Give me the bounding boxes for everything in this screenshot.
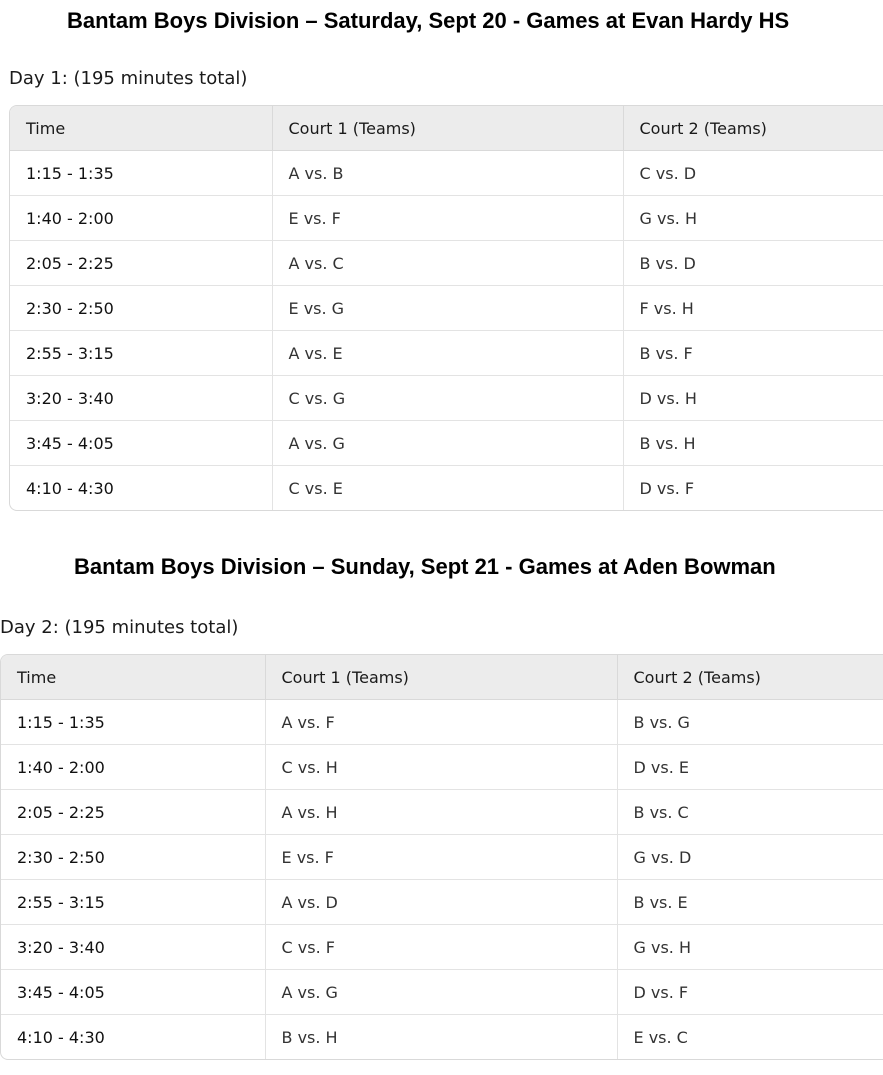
time-cell: 2:55 - 3:15 xyxy=(1,880,265,925)
time-cell: 2:30 - 2:50 xyxy=(10,286,272,331)
court-2-cell: D vs. F xyxy=(617,970,883,1015)
time-cell: 2:30 - 2:50 xyxy=(1,835,265,880)
table-row xyxy=(10,331,883,376)
table-row xyxy=(10,151,883,196)
table-row xyxy=(1,700,883,745)
court-2-cell: E vs. C xyxy=(633,1027,688,1047)
court-1-cell: C vs. E xyxy=(272,466,623,511)
court-1-cell: E vs. G xyxy=(272,286,623,331)
court-2-cell: C vs. D xyxy=(623,151,883,196)
court-1-cell: C vs. F xyxy=(265,925,617,970)
court-2-cell: D vs. F xyxy=(639,478,695,498)
table-row xyxy=(10,466,883,511)
time-cell: 1:15 - 1:35 xyxy=(10,151,272,196)
court-2-cell: G vs. D xyxy=(617,835,883,880)
court-2-cell: D vs. E xyxy=(617,745,883,790)
court-2-cell: G vs. H xyxy=(623,196,883,241)
court-1-cell: A vs. C xyxy=(272,241,623,286)
court-1-cell: A vs. G xyxy=(272,421,623,466)
table-row xyxy=(10,241,883,286)
day1-label: Day 1: (195 minutes total) xyxy=(9,68,248,89)
court-2-cell: B vs. E xyxy=(617,880,883,925)
court-2-cell: F vs. H xyxy=(623,286,883,331)
table-header-row xyxy=(1,655,883,700)
court-1-cell: A vs. D xyxy=(265,880,617,925)
table-row xyxy=(1,970,883,1015)
court-2-cell: B vs. G xyxy=(617,700,883,745)
court-1-cell: B vs. H xyxy=(265,1015,617,1060)
court-1-cell: C vs. H xyxy=(265,745,617,790)
court-1-cell: C vs. G xyxy=(272,376,623,421)
header-time: Time xyxy=(10,106,272,151)
time-cell: 4:10 - 4:30 xyxy=(1,1015,265,1060)
table-header-row xyxy=(10,106,883,151)
header-court-1: Court 1 (Teams) xyxy=(272,106,623,151)
time-cell: 3:45 - 4:05 xyxy=(1,970,265,1015)
time-cell: 3:20 - 3:40 xyxy=(1,925,265,970)
time-cell: 1:15 - 1:35 xyxy=(1,700,265,745)
header-time: Time xyxy=(1,655,265,700)
header-court-1: Court 1 (Teams) xyxy=(265,655,617,700)
table-row xyxy=(10,286,883,331)
court-1-cell: E vs. F xyxy=(265,835,617,880)
table-row xyxy=(10,196,883,241)
table-row xyxy=(1,1015,883,1060)
time-cell: 2:05 - 2:25 xyxy=(10,241,272,286)
day1-schedule-table xyxy=(9,105,883,511)
court-2-cell: D vs. H xyxy=(623,376,883,421)
table-row xyxy=(1,835,883,880)
time-cell: 2:55 - 3:15 xyxy=(10,331,272,376)
time-cell: 3:20 - 3:40 xyxy=(10,376,272,421)
day1-title: Bantam Boys Division – Saturday, Sept 20 - Games at Evan Hardy HS xyxy=(67,8,790,33)
court-2-cell: B vs. H xyxy=(623,421,883,466)
time-cell: 1:40 - 2:00 xyxy=(1,745,265,790)
table-row xyxy=(1,745,883,790)
court-1-cell: A vs. G xyxy=(265,970,617,1015)
time-cell: 3:45 - 4:05 xyxy=(10,421,272,466)
court-2-cell: B vs. C xyxy=(617,790,883,835)
time-cell: 2:05 - 2:25 xyxy=(1,790,265,835)
time-cell: 1:40 - 2:00 xyxy=(10,196,272,241)
time-cell: 4:10 - 4:30 xyxy=(10,466,272,511)
court-1-cell: A vs. F xyxy=(265,700,617,745)
court-1-cell: A vs. B xyxy=(272,151,623,196)
table-row xyxy=(1,880,883,925)
court-2-cell: B vs. F xyxy=(623,331,883,376)
day2-label: Day 2: (195 minutes total) xyxy=(0,617,239,638)
court-1-cell: A vs. E xyxy=(272,331,623,376)
court-1-cell: E vs. F xyxy=(272,196,623,241)
day2-title: Bantam Boys Division – Sunday, Sept 21 - Games at Aden Bowman xyxy=(74,554,776,579)
court-1-cell: A vs. H xyxy=(265,790,617,835)
table-row xyxy=(1,925,883,970)
table-row xyxy=(1,790,883,835)
header-court-2: Court 2 (Teams) xyxy=(617,655,883,700)
header-court-2: Court 2 (Teams) xyxy=(623,106,883,151)
table-row xyxy=(10,376,883,421)
table-row xyxy=(10,421,883,466)
court-2-cell: B vs. D xyxy=(623,241,883,286)
court-2-cell: G vs. H xyxy=(617,925,883,970)
day2-schedule-table xyxy=(0,654,883,1060)
